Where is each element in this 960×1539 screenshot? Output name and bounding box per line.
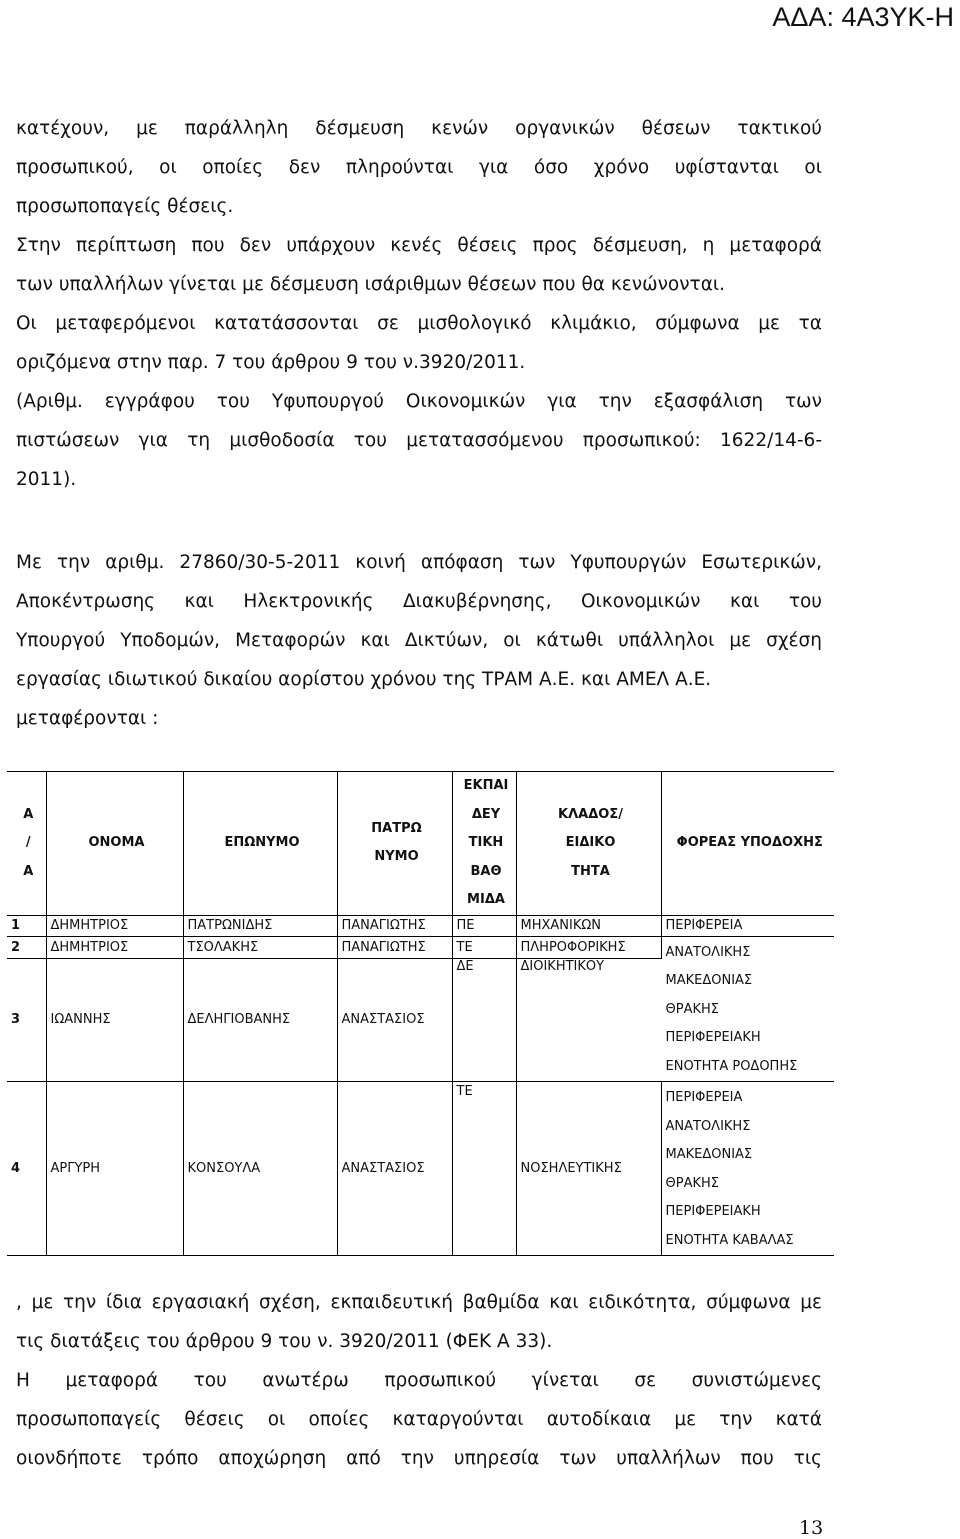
paragraph-joint-decision [16,543,822,738]
text-line: προσωπικού, οι οποίες δεν πληρούνται για όσο χρόνο υφίστανται οι [16,157,822,178]
cell-specialty: ΠΛΗΡΟΦΟΡΙΚΗΣ [516,936,661,958]
cell-surname: ΤΣΟΛΑΚΗΣ [183,936,337,958]
cell-receiving-body: ΑΝΑΤΟΛΙΚΗΣ ΜΑΚΕΔΟΝΙΑΣ ΘΡΑΚΗΣ ΠΕΡΙΦΕΡΕΙΑΚΗ ΕΝΟΤΗΤΑ ΡΟΔΟΠΗΣ [665,944,798,1074]
text-line: τις διατάξεις του άρθρου 9 του ν. 3920/2011 (ΦΕΚ Α 33). [16,1331,553,1352]
header-education-level: ΕΚΠΑΙ ΔΕΥ ΤΙΚΗ ΒΑΘ ΜΙΔΑ [452,772,516,916]
header-fathers-name: ΠΑΤΡΩ ΝΥΜΟ [337,772,452,916]
cell-fathers-name: ΑΝΑΣΤΑΣΙΟΣ [337,1082,452,1256]
paragraph-funding-reference [16,382,822,499]
text-line: Στην περίπτωση που δεν υπάρχουν κενές θέσεις προς δέσμευση, η μεταφορά [16,235,822,256]
header-name: ΟΝΟΜΑ [46,772,183,916]
text-line: Οι μεταφερόμενοι κατατάσσονται σε μισθολογικό κλιμάκιο, σύμφωνα με τα [16,313,822,334]
cell-education-level: ΔΕ [452,958,516,1081]
text-line: προσωποπαγείς θέσεις οι οποίες καταργούνται αυτοδίκαια με την κατά [16,1409,822,1430]
cell-surname: ΚΟΝΣΟΥΛΑ [183,1082,337,1256]
transfer-table [7,771,834,1256]
cell-aa: 3 [7,958,46,1081]
text-line: πιστώσεων για τη μισθοδοσία του μετατασσόμενου προσωπικού: 1622/14-6- [16,430,822,451]
cell-fathers-name: ΑΝΑΣΤΑΣΙΟΣ [337,958,452,1081]
text-line: Με την αριθμ. 27860/30-5-2011 κοινή απόφαση των Υφυπουργών Εσωτερικών, [16,552,822,573]
table-row [7,915,834,936]
table-row [7,1082,834,1256]
cell-education-level: ΤΕ [452,1082,516,1256]
text-line: (Αριθμ. εγγράφου του Υφυπουργού Οικονομικών για την εξασφάλιση των [16,391,822,412]
cell-aa: 2 [7,936,46,958]
paragraph-salary-grade [16,304,822,382]
paragraph-positions-retention [16,109,822,226]
table-header-row [7,772,834,916]
cell-name: ΑΡΓΥΡΗ [46,1082,183,1256]
paragraph-same-relationship [16,1283,822,1361]
cell-surname: ΔΕΛΗΓΙΟΒΑΝΗΣ [183,958,337,1081]
text-line: οριζόμενα στην παρ. 7 του άρθρου 9 του ν.3920/2011. [16,352,526,373]
text-line: εργασίας ιδιωτικού δικαίου αορίστου χρόνου της ΤΡΑΜ Α.Ε. και ΑΜΕΛ Α.Ε. [16,669,712,690]
cell-specialty: ΝΟΣΗΛΕΥΤΙΚΗΣ [516,1082,661,1256]
text-line: κατέχουν, με παράλληλη δέσμευση κενών οργανικών θέσεων τακτικού [16,118,822,139]
ada-stamp: ΑΔΑ: 4Α3ΥΚ-Η [772,2,954,32]
cell-name: ΔΗΜΗΤΡΙΟΣ [46,915,183,936]
cell-education-level: ΠΕ [452,915,516,936]
cell-surname: ΠΑΤΡΩΝΙΔΗΣ [183,915,337,936]
cell-fathers-name: ΠΑΝΑΓΙΩΤΗΣ [337,936,452,958]
paragraph-personal-positions [16,1361,822,1478]
text-line: Αποκέντρωσης και Ηλεκτρονικής Διακυβέρνησης, Οικονομικών και του [16,591,822,612]
cell-specialty: ΜΗΧΑΝΙΚΩΝ [516,915,661,936]
text-line: , με την ίδια εργασιακή σχέση, εκπαιδευτική βαθμίδα και ειδικότητα, σύμφωνα με [16,1292,822,1313]
text-line: των υπαλλήλων γίνεται με δέσμευση ισάριθμων θέσεων που θα κενώνονται. [16,274,726,295]
text-line: μεταφέρονται : [16,708,159,729]
cell-receiving-body: ΠΕΡΙΦΕΡΕΙΑ ΑΝΑΤΟΛΙΚΗΣ ΜΑΚΕΔΟΝΙΑΣ ΘΡΑΚΗΣ ΠΕΡΙΦΕΡΕΙΑΚΗ ΕΝΟΤΗΤΑ ΚΑΒΑΛΑΣ [665,1090,794,1248]
cell-name: ΙΩΑΝΝΗΣ [46,958,183,1081]
paragraph-no-vacancies [16,226,822,304]
header-receiving-body: ΦΟΡΕΑΣ ΥΠΟΔΟΧΗΣ [676,835,823,850]
text-line: Υπουργού Υποδομών, Μεταφορών και Δικτύων, οι κάτωθι υπάλληλοι με σχέση [16,630,822,651]
cell-receiving-body: ΠΕΡΙΦΕΡΕΙΑ [665,918,743,933]
header-aa: Α / Α [7,772,46,916]
table-row [7,936,834,958]
text-line: Η μεταφορά του ανωτέρω προσωπικού γίνεται σε συνιστώμενες [16,1370,822,1391]
cell-aa: 1 [7,915,46,936]
cell-specialty: ΔΙΟΙΚΗΤΙΚΟΥ [520,958,605,974]
cell-name: ΔΗΜΗΤΡΙΟΣ [46,936,183,958]
cell-education-level: ΤΕ [452,936,516,958]
text-line: προσωποπαγείς θέσεις. [16,196,234,217]
header-surname: ΕΠΩΝΥΜΟ [183,772,337,916]
cell-aa: 4 [7,1082,46,1256]
page-number: 13 [799,1517,824,1539]
header-specialty: ΚΛΑΔΟΣ/ ΕΙΔΙΚΟ ΤΗΤΑ [516,772,661,916]
text-line: οιονδήποτε τρόπο αποχώρηση από την υπηρεσία των υπαλλήλων που τις [16,1448,822,1469]
cell-fathers-name: ΠΑΝΑΓΙΩΤΗΣ [337,915,452,936]
text-line: 2011). [16,469,77,490]
